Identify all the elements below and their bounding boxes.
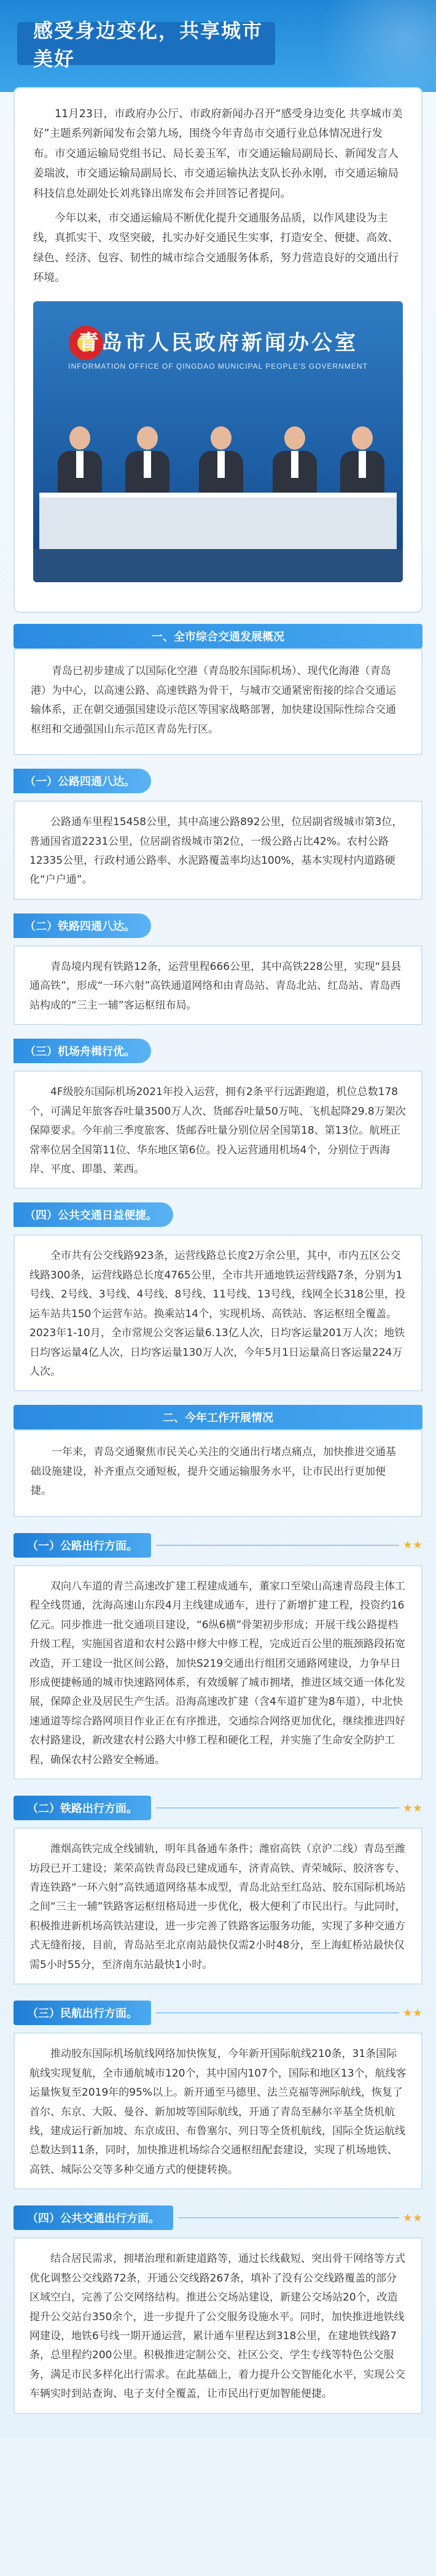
part1-intro-card (14, 648, 422, 755)
press-floor (33, 549, 403, 582)
header-banner (0, 0, 436, 92)
footer-spacer (0, 2414, 436, 2439)
speaker-figure (273, 426, 317, 494)
public-transport-travel-text: 结合居民需求，拥堵治理和新建道路等，通过长线截短、突出骨干网络等方式优化调整公交线路72条，开通公交线路267条，填补了没有公交线路覆盖的部分区域空白，完善了公交网络结构。推进公交场站建设，新建公交场站20个，改造提升公交站台350余个，进一步提升了公交服务设施水平。同时，加快推进地铁线网建设，地铁6号线一期开通运营，累计通车里程达到318公里，在建地铁线路7条，总里程约200公里。积极推进定制公交、社区公交、学生专线等特色公交服务，满足市民多样化出行需求。在此基础上，着力提升公交智能化水平，实现公交车辆实时到站查询、电子支付全覆盖，让市民出行更加智能便捷。 (29, 2253, 405, 2401)
rail-text: 青岛境内现有铁路12条，运营里程666公里，其中高铁228公里，实现“县县通高铁”，形成“一环六射”高铁通道网络和由青岛站、青岛北站、红岛站、青岛西站构成的“三主一辅”客运枢纽布局。 (29, 960, 402, 1012)
rail-block (14, 945, 422, 1025)
backdrop-title-en: INFORMATION OFFICE OF QINGDAO MUNICIPAL PEOPLE'S GOVERNMENT (68, 362, 368, 371)
subheading-public-transport-travel (14, 2205, 422, 2230)
star-icon: ★★ (402, 2006, 422, 2020)
part2-intro-paragraph: 一年来，青岛交通聚焦市民关心关注的交通出行堵点痛点，加快推进交通基础设施建设，补齐重点交通短板，提升交通运输服务水平，让市民出行更加便捷。 (31, 1446, 396, 1498)
press-conference-photo (33, 301, 403, 582)
divider (156, 1545, 399, 1546)
rail-travel-title: （二）铁路出行方面。 (14, 1796, 151, 1820)
intro-paragraph-2: 今年以来，市交通运输局不断优化提升交通服务品质，以作风建设为主线，真抓实干、攻坚突破，扎实办好交通民生实事，打造安全、便捷、高效、绿色、经济、包容、韧性的城市综合交通服务体系，努力营造良好的交通出行环境。 (33, 212, 399, 284)
intro-card (14, 87, 422, 613)
public-transport-travel-block (14, 2237, 422, 2414)
section-heading-part1: 一、全市综合交通发展概况 (14, 624, 422, 648)
speaker-figure (340, 426, 384, 494)
backdrop-title-cn: 青岛市人民政府新闻办公室 (78, 331, 358, 356)
subheading-road-travel (14, 1533, 422, 1558)
speaker-figure (125, 426, 169, 494)
star-icon: ★★ (402, 1539, 422, 1552)
road-travel-text: 双向八车道的青兰高速改扩建工程建成通车，董家口至梁山高速青岛段主体工程全线贯通，沈海高速山东段4月主线建成通车，进行了新增扩建工程，投资约16亿元。同步推进一批交通项目建设，“6纵6横”骨架初步形成；开展干线公路提档升级工程，实施国省道和农村公路中修大中修工程，完成近百公里的瓶颈路段拓宽改造，开工建设一批区间公路，加快S219交通出行组团交通路网建设，力争早日形成便捷畅通的城市快速路网体系，有效缓解了城市拥堵，推进区域交通一体化发展，保障企业及居民生产生活。沿海高速改扩建（含4车道扩建为8车道），中北快速通道等综合路网项目作业正在有序推进，交通综合网络更加优化，继续推进四好农村路建设，新改建农村公路大中修工程和硬化工程，并实施了生命安全防护工程，确保农村公路安全畅通。 (29, 1580, 405, 1766)
subheading-airport: （三）机场舟楫行优。 (14, 1039, 151, 1063)
subheading-air-travel (14, 2001, 422, 2025)
divider (156, 2012, 399, 2013)
rail-travel-block (14, 1828, 422, 1985)
subheading-rail-travel (14, 1796, 422, 1820)
rail-travel-text: 潍烟高铁完成全线铺轨，明年具备通车条件；潍宿高铁（京沪二线）青岛至潍坊段已开工建设；莱荣高铁青岛段已建成通车，济青高铁、青荣城际、胶济客专、青连铁路“一环六射”高铁通道网络基本成型，青岛北站至红岛站、胶东国际机场站之间“三主一辅”铁路客运枢纽格局进一步优化，极大便利了市民出行。与此同时，积极推进新机场高铁站建设，进一步完善了铁路客运服务功能，实现了多种交通方式无缝衔接，目前，青岛站至北京南站最快仅需2小时48分，至上海虹桥站最快仅需5小时55分，至济南东站最快1小时。 (29, 1843, 406, 1971)
air-travel-text: 推动胶东国际机场航线网络加快恢复，今年新开国际航线210条，31条国际航线实现复航，全市通航城市120个，其中国内107个，国际和地区13个，航线客运量恢复至2019年的95%以上。新开通至马德里、法兰克福等洲际航线，恢复了首尔、东京、大阪、曼谷、新加坡等国际航线，开通了青岛至赫尔辛基全货机航线，建成运行新加坡、东京成田、布鲁塞尔、列日等全货机航线，国际全货运航线总数达到11条，同时，加快推进机场综合交通枢纽配套建设，实现了机场地铁、高铁、城际公交等多种交通方式的便捷转换。 (29, 2048, 407, 2176)
air-travel-title: （三）民航出行方面。 (14, 2001, 151, 2025)
road-travel-block (14, 1565, 422, 1780)
roads-text: 公路通车里程15458公里，其中高速公路892公里，位居副省级城市第3位，普通国省道2231公里，位居副省级城市第2位，一级公路占比42%。农村公路12335公里，行政村通公路率、水泥路覆盖率均达100%，基本实现村内道路硬化“户户通”。 (29, 816, 403, 886)
road-travel-title: （一）公路出行方面。 (14, 1533, 151, 1558)
divider (178, 2217, 399, 2218)
divider (156, 1807, 399, 1809)
star-icon: ★★ (402, 2211, 422, 2224)
part1-intro-paragraph: 青岛已初步建成了以国际化空港（青岛胶东国际机场）、现代化海港（青岛港）为中心，以高速公路、高速铁路为骨干，与城市交通紧密衔接的综合交通运输体系，正在朝交通强国建设示范区等国家战略部署，加快建设国际性综合交通枢纽和交通强国山东示范区青岛先行区。 (31, 665, 396, 736)
airport-block (14, 1071, 422, 1189)
subheading-public-transport: （四）公共交通日益便捷。 (14, 1202, 173, 1227)
page-title: 感受身边变化，共享城市美好 (33, 19, 263, 71)
part2-intro-card (14, 1429, 422, 1517)
star-icon: ★★ (402, 1801, 422, 1815)
roads-block (14, 801, 422, 900)
public-transport-block (14, 1234, 422, 1391)
subheading-rail: （二）铁路四通八达。 (14, 913, 151, 938)
intro-paragraph-1: 11月23日，市政府办公厅、市政府新闻办召开“感受身边变化 共享城市美好”主题系列新闻发布会第九场，围绕今年青岛市交通行业总体情况进行发布。市交通运输局党组书记、局长姜玉军，市交通运输局副局长、新闻发言人姜瑞波，市交通运输局副局长、市交通运输执法支队长孙永刚，市交通运输局科技信息处副处长刘兆锋出席发布会并回答记者提问。 (33, 108, 403, 200)
public-transport-text: 全市共有公交线路923条，运营线路总长度2万余公里，其中，市内五区公交线路300条，运营线路总长度4765公里，全市共开通地铁运营线路7条，分别为1号线、2号线、3号线、4号线、8号线、11号线、13号线，线网全长318公里，投运车站共150个运营车站。换乘站14个，实现机场、高铁站、客运枢纽全覆盖。2023年1-10月，全市常规公交客运量6.13亿人次，日均客运量201万人次；地铁日均客运量4亿人次，日均客运量130万人次，今年5月1日运量高日客运量224万人次。 (29, 1250, 405, 1378)
section-heading-part2: 二、今年工作开展情况 (14, 1405, 422, 1429)
speaker-figure (58, 426, 102, 494)
speaker-figure (199, 426, 243, 494)
header-title-box (17, 19, 275, 71)
press-table (39, 493, 397, 549)
airport-text: 4F级胶东国际机场2021年投入运营，拥有2条平行远距跑道，机位总数178个，可满足年旅客吞吐量3500万人次、货邮吞吐量50万吨、飞机起降29.8万架次保障要求。今年前三季度旅客、货邮吞吐量分别位居全国第18、第13位。航班正常率位居全国第11位、华东地区第6位。投入运营通用机场4个，分别位于西海岸、平度、即墨、莱西。 (29, 1086, 406, 1175)
public-transport-travel-title: （四）公共交通出行方面。 (14, 2205, 173, 2230)
subheading-roads: （一）公路四通八达。 (14, 769, 151, 793)
header-wave-decoration (276, 0, 436, 92)
air-travel-block (14, 2032, 422, 2190)
backdrop-title (33, 326, 403, 371)
